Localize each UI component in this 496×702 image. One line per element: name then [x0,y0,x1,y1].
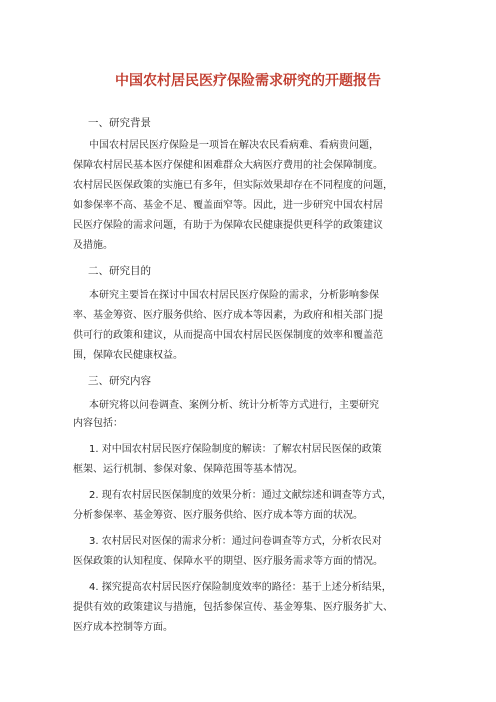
paragraph-line: 围，保障农民健康权益。 [73,350,183,361]
paragraph-line: 中国农村居民医疗保险是一项旨在解决农民看病难、看病贵问题， [89,140,379,151]
list-item-line: 提供有效的政策建议与措施，包括参保宣传、基金筹集、医疗服务扩大、 [73,602,393,613]
list-item-line: 2. 现有农村居民医保制度的效果分析：通过文献综述和调查等方式， [89,490,392,501]
document-title: 中国农村居民医疗保险需求研究的开题报告 [115,73,381,89]
paragraph-line: 民医疗保险的需求问题，有助于为保障农民健康提供更科学的政策建议 [73,220,383,231]
paragraph-line: 供可行的政策和建议，从而提高中国农村居民医保制度的效率和覆盖范 [73,330,383,341]
paragraph-line: 内容包括： [73,418,123,429]
section-heading-purpose: 二、研究目的 [88,265,151,277]
list-item-line: 分析参保率、基金筹资、医疗服务供给、医疗成本等方面的状况。 [73,510,363,521]
list-item-line: 医保政策的认知程度、保障水平的期望、医疗服务需求等方面的情况。 [73,556,383,567]
list-item-line: 1. 对中国农村居民医疗保险制度的解读：了解农村居民医保的政策 [89,444,382,455]
list-item-line: 4. 探究提高农村居民医疗保险制度效率的路径：基于上述分析结果， [89,582,392,593]
section-heading-content: 三、研究内容 [88,375,151,387]
list-item-line: 医疗成本控制等方面。 [73,622,173,633]
list-item-line: 3. 农村居民对医保的需求分析：通过问卷调查等方式，分析农民对 [89,536,382,547]
paragraph-line: 如参保率不高、基金不足、覆盖面窄等。因此，进一步研究中国农村居 [73,200,383,211]
list-item-line: 框架、运行机制、参保对象、保障范围等基本情况。 [73,464,303,475]
paragraph-line: 及措施。 [73,240,113,251]
paragraph-line: 保障农村居民基本医疗保健和困难群众大病医疗费用的社会保障制度。 [73,160,383,171]
paragraph-line: 本研究将以问卷调查、案例分析、统计分析等方式进行，主要研究 [89,400,379,411]
paragraph-line: 率、基金筹资、医疗服务供给、医疗成本等因素，为政府和相关部门提 [73,310,383,321]
paragraph-line: 农村居民医保政策的实施已有多年，但实际效果却存在不同程度的问题， [73,180,393,191]
paragraph-line: 本研究主要旨在探讨中国农村居民医疗保险的需求，分析影响参保 [89,290,379,301]
section-heading-background: 一、研究背景 [88,117,151,129]
